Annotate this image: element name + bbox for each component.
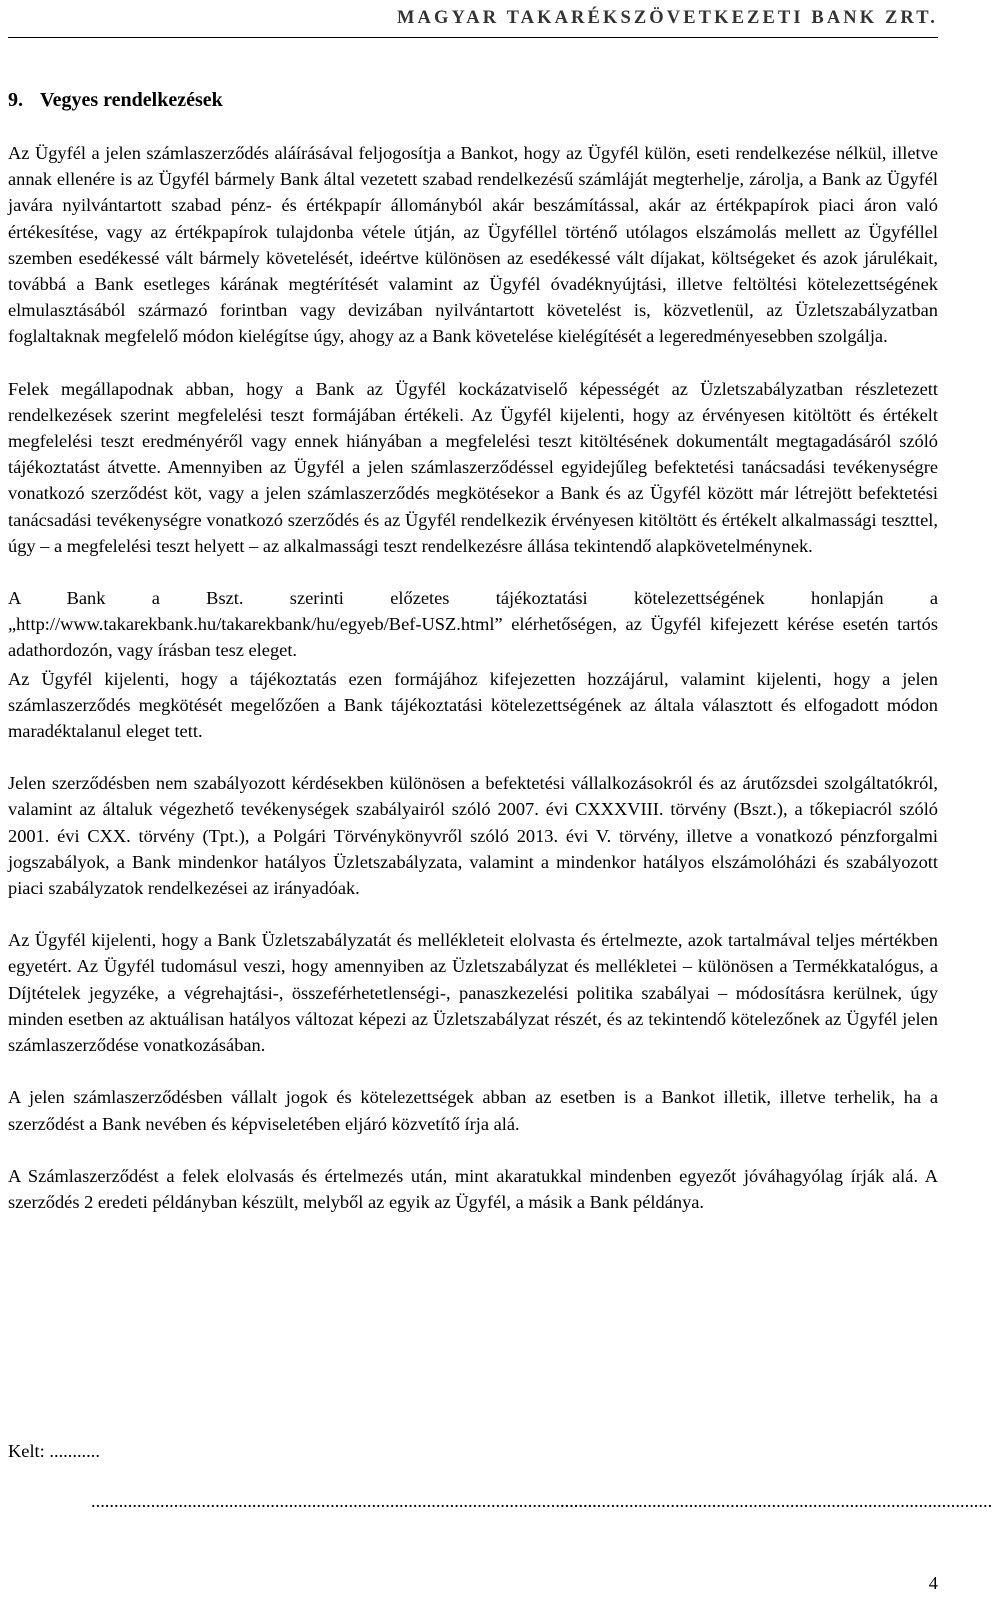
- paragraph-intermediary: A jelen számlaszerződésben vállalt jogok és kötelezettségek abban az esetben is a Bankot illetik, illetve terhelik, ha a szerződést a Bank nevében és képviseletében eljáró közvetítő írja alá.: [8, 1087, 938, 1134]
- paragraph-offset: Az Ügyfél a jelen számlaszerződés aláírásával feljogosítja a Bankot, hogy az Ügyfél külön, eseti rendelkezése nélkül, illetve annak ellenére is az Ügyfél bármely Bank által vezetett szabad rendelkezésű számláját megterhelje, zárolja, a Bank az Ügyfél javára nyilvántartott szabad pénz- és értékpapír állományból akár beszámítással, akár az értékpapírok piaci áron való értékesítése, vagy az értékpapírok tulajdonba vétele útján, az Ügyféllel történő utólagos elszámolás mellett az Ügyféllel szemben esedékessé vált bármely követelését, ideértve különösen az esedékessé vált díjakat, költségeket és azok járulékait, továbbá a Bank esetleges kárának megtérítését valamint az Ügyfél óvadéknyújtási, illetve feltöltési kötelezettségének elmulasztásából származó forintban vagy devizában nyilvántartott követelést is, közvetlenül, az Üzletszabályzatban foglaltaknak megfelelő módon kielégítse úgy, ahogy az a Bank követelése kielégítését a legeredményesebben szolgálja.: [8, 143, 938, 347]
- paragraph-information-duty: A Bank a Bszt. szerinti előzetes tájékoztatási kötelezettségének honlapján a „http://www.takarekbank.hu/takarekbank/hu/egyeb/Bef-USZ.html” elérhetőségen, az Ügyfél kifejezett kérése esetén tartós adathordozón, vagy írásban tesz eleget.: [8, 588, 938, 661]
- paragraph-suitability-test: Felek megállapodnak abban, hogy a Bank az Ügyfél kockázatviselő képességét az Üzletszabályzatban részletezett rendelkezések szerint megfelelési teszt formájában értékeli. Az Ügyfél kijelenti, hogy az érvényesen kitöltött és értékelt megfelelési teszt eredményéről vagy ennek hiányában a megfelelési teszt kitöltésének dokumentált megtagadásáról szóló tájékoztatást átvette. Amennyiben az Ügyfél a jelen számlaszerződéssel egyidejűleg befektetési tanácsadási tevékenységre vonatkozó szerződést köt, vagy a jelen számlaszerződés megkötésekor a Bank és az Ügyfél között már létrejött befektetési tanácsadási tevékenységre vonatkozó szerződés és az Ügyfél rendelkezik érvényesen kitöltött és értékelt alkalmassági teszttel, úgy – a megfelelési teszt helyett – az alkalmassági teszt rendelkezésre állása tekintendő alapkövetelménynek.: [8, 378, 938, 556]
- paragraph-business-rules: Az Ügyfél kijelenti, hogy a Bank Üzletszabályzatát és mellékleteit elolvasta és értelmezte, azok tartalmával teljes mértékben egyetért. Az Ügyfél tudomásul veszi, hogy amennyiben az Üzletszabályzat és mellékletei – különösen a Termékkatalógus, a Díjtételek jegyzéke, a végrehajtási-, összeférhetetlenségi-, panaszkezelési politika szabályai – módosításra kerülnek, úgy minden esetben az aktuálisan hatályos változat képezi az Üzletszabályzat részét, és az tekintendő kötelezőnek az Ügyfél jelen számlaszerződése vonatkozásában.: [8, 930, 938, 1056]
- page-header-company: MAGYAR TAKARÉKSZÖVETKEZETI BANK ZRT.: [397, 8, 938, 28]
- signature-line-left: ..............................................................................................................: [91, 1491, 597, 1511]
- section-title: Vegyes rendelkezések: [40, 89, 223, 111]
- page-number: 4: [928, 1573, 938, 1593]
- paragraph-client-consent: Az Ügyfél kijelenti, hogy a tájékoztatás ezen formájához kifejezetten hozzájárul, valamint kijelenti, hogy a jelen számlaszerződés megkötését megelőzően a Bank tájékoztatási kötelezettségének az általa választott és elfogadott módon maradéktalanul eleget tett.: [8, 668, 938, 742]
- date-place-field: Kelt: ...........: [8, 1441, 100, 1461]
- signature-line-right: ..............................................................................................: [560, 1491, 992, 1511]
- paragraph-signing: A Számlaszerződést a felek elolvasás és értelmezés után, mint akaratukkal mindenben egyezőt jóváhagyólag írják alá. A szerződés 2 eredeti példányban készült, melyből az egyik az Ügyfél, a másik a Bank példánya.: [8, 1165, 938, 1212]
- document-body: [8, 140, 938, 1215]
- paragraph-governing-law: Jelen szerződésben nem szabályozott kérdésekben különösen a befektetési vállalkozásokról és az árutőzsdei szolgáltatókról, valamint az általuk végezhető tevékenységek szabályairól szóló 2007. évi CXXXVIII. törvény (Bszt.), a tőkepiacról szóló 2001. évi CXX. törvény (Tpt.), a Polgári Törvénykönyvről szóló 2013. évi V. törvény, illetve a vonatkozó pénzforgalmi jogszabályok, a Bank mindenkor hatályos Üzletszabályzata, valamint a mindenkor hatályos elszámolóházi és szabályozott piaci szabályzatok rendelkezései az irányadóak.: [8, 773, 938, 899]
- section-heading: [8, 88, 223, 112]
- section-number: 9.: [8, 89, 23, 111]
- header-rule: [8, 37, 938, 38]
